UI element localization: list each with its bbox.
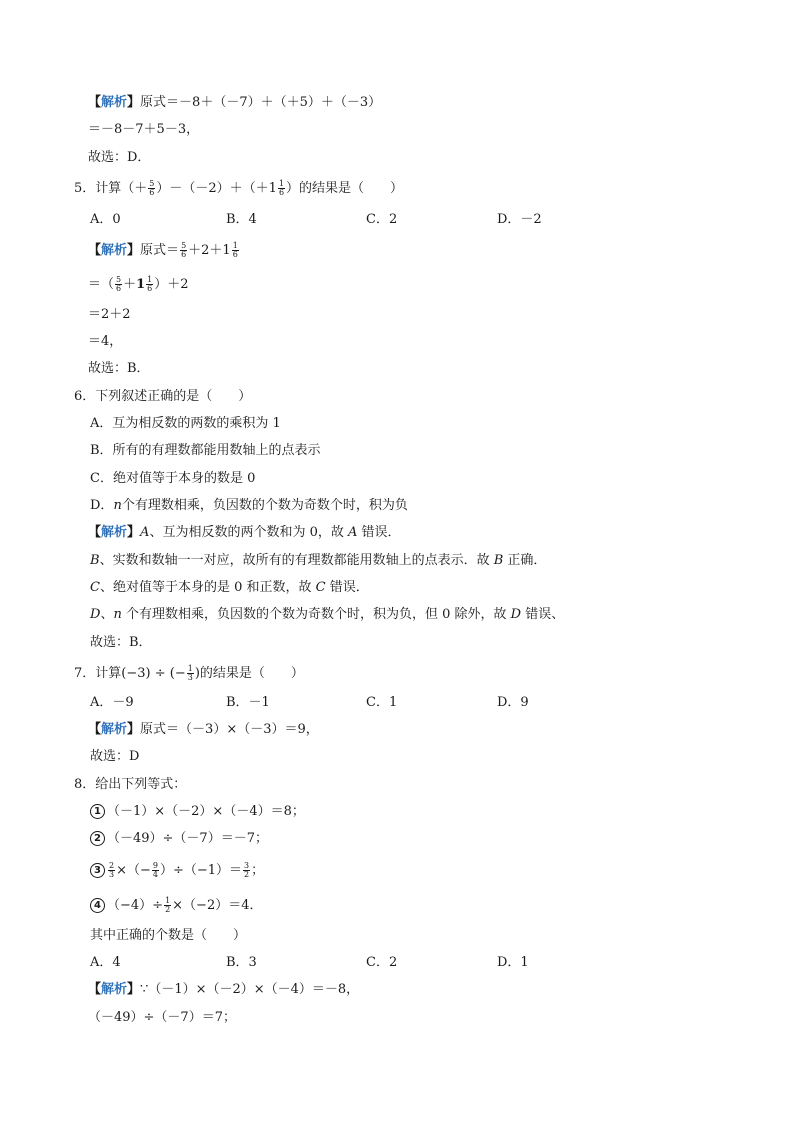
fraction: $\frac{3}{2}$ (244, 861, 250, 879)
question-7-solution-line1: 【解析】原式＝（－3）×（－3）＝9， (88, 722, 319, 737)
question-8-equation-1: 1 （－1）×（－2）×（－4）＝8； (90, 804, 305, 820)
question-7-option-d: D．9 (497, 695, 529, 710)
question-8-option-a: A．4 (90, 955, 121, 970)
question-8-solution-line2: （－49）÷（－7）＝7； (88, 1010, 236, 1025)
solution-tag: 【解析】 (88, 982, 141, 997)
question-8-equation-3: 3 $\frac{2}{3}$ ×（− $\frac{9}{4}$ ）÷（−1）＝ $\frac{3}{2}$ ； (90, 862, 264, 879)
question-8-option-b: B．3 (226, 955, 257, 970)
fraction: $\frac{5}{6}$ (116, 275, 122, 293)
question-5-answer: 故选：B． (88, 361, 150, 376)
question-7-option-a: A．－9 (90, 695, 134, 710)
question-8-ask: 其中正确的个数是（ ） (90, 928, 247, 943)
prev-solution-line1: 【解析】原式＝－8＋（－7）＋（＋5）＋（－3） (88, 95, 382, 110)
question-6-option-c: C．绝对值等于本身的数是 0 (90, 471, 256, 486)
fraction: $\frac{1}{6}$ (278, 179, 285, 197)
question-7-answer: 故选：D (90, 749, 140, 764)
question-8-option-c: C．2 (366, 955, 398, 970)
question-6-solution-line4: D、n 个有理数相乘，负因数的个数为奇数个时，积为负，但 0 除外，故 D 错误、 (90, 607, 565, 622)
fraction: $\frac{5}{6}$ (149, 179, 155, 197)
question-5-solution-line2: ＝（ $\frac{5}{6}$ ＋1 $\frac{1}{6}$ ）＋2 (88, 275, 189, 293)
solution-tag: 【解析】 (88, 525, 141, 540)
prev-solution-answer: 故选：D． (88, 150, 151, 165)
circled-number-icon: 3 (90, 863, 105, 878)
fraction: $\frac{1}{6}$ (232, 241, 238, 259)
fraction: $\frac{1}{3}$ (187, 664, 193, 682)
question-6-answer: 故选：B． (90, 635, 152, 650)
question-7-option-b: B．－1 (226, 695, 270, 710)
circled-number-icon: 4 (90, 898, 105, 913)
question-5-solution-line4: ＝4， (88, 334, 123, 349)
question-8-solution-line1: 【解析】∵（－1）×（－2）×（－4）＝－8， (88, 982, 360, 997)
question-8-equation-2: 2 （－49）÷（－7）＝－7； (90, 831, 268, 847)
question-8-option-d: D．1 (497, 955, 529, 970)
solution-tag: 【解析】 (88, 722, 141, 737)
solution-tag: 【解析】 (88, 243, 141, 258)
question-5-option-d: D．－2 (497, 212, 542, 227)
fraction: $\frac{1}{6}$ (147, 275, 153, 293)
fraction: $\frac{1}{2}$ (165, 896, 171, 914)
question-5-stem: 5．计算（＋ $\frac{5}{6}$ ）－（－2）＋（＋1 $\frac{1}{6}$ ）的结果是（ ） (74, 179, 404, 197)
question-6-option-b: B．所有的有理数都能用数轴上的点表示 (90, 443, 321, 458)
question-5-option-b: B．4 (226, 212, 257, 227)
question-7-stem: 7．计算(−3) ÷ (− $\frac{1}{3}$ )的结果是（ ） (74, 664, 304, 682)
question-7-option-c: C．1 (366, 695, 398, 710)
question-6-stem: 6．下列叙述正确的是（ ） (74, 389, 252, 404)
circled-number-icon: 2 (90, 831, 105, 846)
question-6-solution-line3: C、绝对值等于本身的是 0 和正数，故 C 错误． (90, 580, 369, 595)
question-6-solution-line1: 【解析】A、互为相反数的两个数和为 0，故 A 错误． (88, 525, 401, 540)
question-8-equation-4: 4 （−4）÷ $\frac{1}{2}$ ×（−2）＝4． (90, 897, 262, 914)
fraction: $\frac{9}{4}$ (152, 861, 158, 879)
solution-tag: 【解析】 (88, 95, 141, 110)
question-6-option-d: D．n个有理数相乘，负因数的个数为奇数个时，积为负 (90, 498, 408, 513)
question-5-solution-line3: ＝2＋2 (88, 307, 131, 322)
prev-solution-line2: ＝－8－7＋5－3， (88, 122, 200, 137)
fraction: $\frac{2}{3}$ (109, 861, 115, 879)
fraction: $\frac{5}{6}$ (181, 241, 187, 259)
question-6-option-a: A．互为相反数的两数的乘积为 1 (90, 416, 281, 431)
question-8-stem: 8．给出下列等式： (74, 777, 187, 792)
question-6-solution-line2: B、实数和数轴一一对应，故所有的有理数都能用数轴上的点表示．故 B 正确． (90, 553, 547, 568)
question-5-option-c: C．2 (366, 212, 398, 227)
question-5-solution-line1: 【解析】原式＝ $\frac{5}{6}$ ＋2＋1 $\frac{1}{6}$ (88, 241, 238, 259)
question-5-option-a: A．0 (90, 212, 121, 227)
circled-number-icon: 1 (90, 804, 105, 819)
